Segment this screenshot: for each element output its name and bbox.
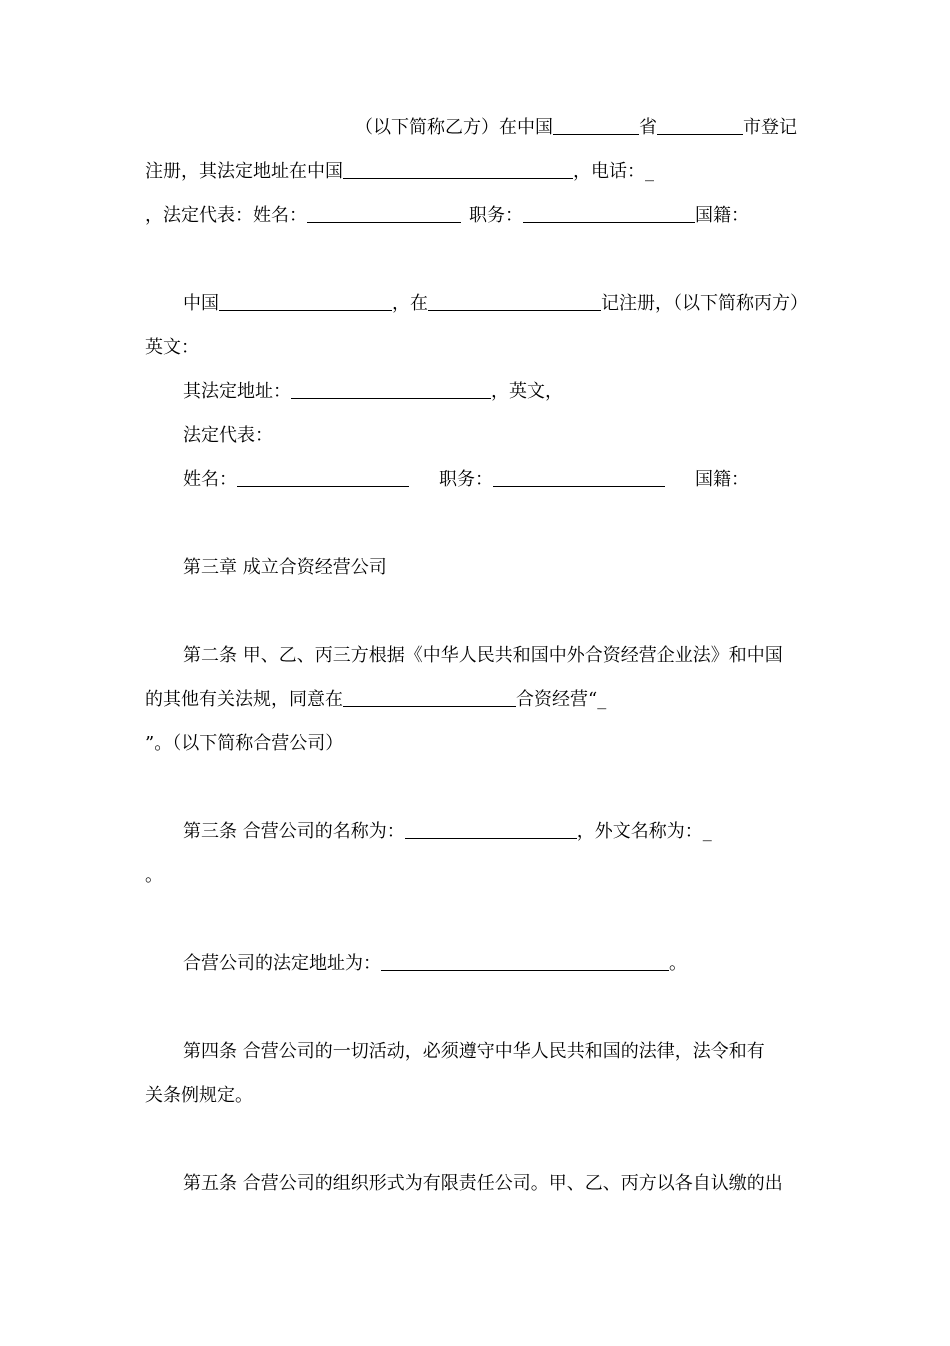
article-3-line-3 [183, 952, 687, 976]
article-3-text-3: 。 [145, 865, 163, 886]
party-c-line-3 [183, 380, 563, 404]
party-c-text-3: 记注册，（以下简称丙方） [601, 293, 808, 314]
article-5-text-1: 第五条 合营公司的组织形式为有限责任公司。甲、乙、丙方以各自认缴的出 [183, 1173, 783, 1194]
article-4-text-2: 关条例规定。 [145, 1085, 253, 1106]
article-3-text-4: 合营公司的法定地址为： [183, 953, 381, 974]
party-b-text-3: 市登记 [743, 117, 797, 138]
article-4-line-2 [145, 1084, 253, 1108]
article-2-line-1 [183, 644, 783, 668]
article-4-line-1 [183, 1040, 765, 1064]
province-blank[interactable] [553, 116, 639, 135]
party-b-line-3 [145, 204, 749, 228]
party-c-text-6: ，英文， [491, 381, 563, 402]
rep-position-blank[interactable] [523, 204, 695, 223]
article-2-line-2 [145, 688, 606, 712]
party-c-text-8: 姓名： [183, 469, 237, 490]
company-address-blank[interactable] [381, 952, 669, 971]
party-c-line-2 [145, 336, 199, 360]
party-c-text-5: 其法定地址： [183, 381, 291, 402]
party-b-text-4: 注册，其法定地址在中国 [145, 161, 343, 182]
chapter-3-title [183, 556, 387, 580]
rep-name-blank[interactable] [307, 204, 461, 223]
party-b-line-1 [355, 116, 797, 140]
article-2-line-3 [145, 732, 343, 756]
legal-address-blank[interactable] [343, 160, 573, 179]
party-c-line-1 [183, 292, 808, 316]
party-b-text-1: （以下简称乙方）在中国 [355, 117, 553, 138]
jv-location-blank[interactable] [343, 688, 516, 707]
party-c-text-9: 职务： [439, 469, 493, 490]
party-b-text-5: ，电话：_ [573, 161, 654, 182]
article-2-text-3: 合资经营“_ [516, 689, 607, 710]
party-c-line-5 [183, 468, 749, 492]
party-c-line-4 [183, 424, 273, 448]
article-5-line-1 [183, 1172, 783, 1196]
party-c-text-1: 中国 [183, 293, 219, 314]
article-4-text-1: 第四条 合营公司的一切活动，必须遵守中华人民共和国的法律，法令和有 [183, 1041, 765, 1062]
article-3-text-5: 。 [669, 953, 687, 974]
party-b-text-6: ，法定代表：姓名： [145, 205, 307, 226]
party-c-text-10: 国籍： [695, 469, 749, 490]
party-c-address-blank[interactable] [291, 380, 491, 399]
article-3-text-1: 第三条 合营公司的名称为： [183, 821, 405, 842]
party-c-text-4: 英文： [145, 337, 199, 358]
company-name-blank[interactable] [405, 820, 577, 839]
party-c-rep-position-blank[interactable] [493, 468, 665, 487]
party-c-text-7: 法定代表： [183, 425, 273, 446]
party-b-text-8: 国籍： [695, 205, 749, 226]
city-blank[interactable] [657, 116, 743, 135]
party-c-name-blank[interactable] [219, 292, 392, 311]
article-2-text-1: 第二条 甲、乙、丙三方根据《中华人民共和国中外合资经营企业法》和中国 [183, 645, 783, 666]
party-b-line-2 [145, 160, 654, 184]
chapter-3-title-text: 第三章 成立合资经营公司 [183, 557, 387, 578]
party-c-register-blank[interactable] [428, 292, 601, 311]
article-3-text-2: ，外文名称为：_ [576, 821, 712, 842]
article-2-text-2: 的其他有关法规，同意在 [145, 689, 343, 710]
party-b-text-2: 省 [639, 117, 657, 138]
article-3-line-2 [145, 864, 163, 888]
party-c-text-2: ，在 [392, 293, 428, 314]
party-b-text-7: 职务： [469, 205, 523, 226]
party-c-rep-name-blank[interactable] [237, 468, 409, 487]
article-3-line-1 [183, 820, 712, 844]
article-2-text-4: ”。（以下简称合营公司） [145, 733, 344, 754]
